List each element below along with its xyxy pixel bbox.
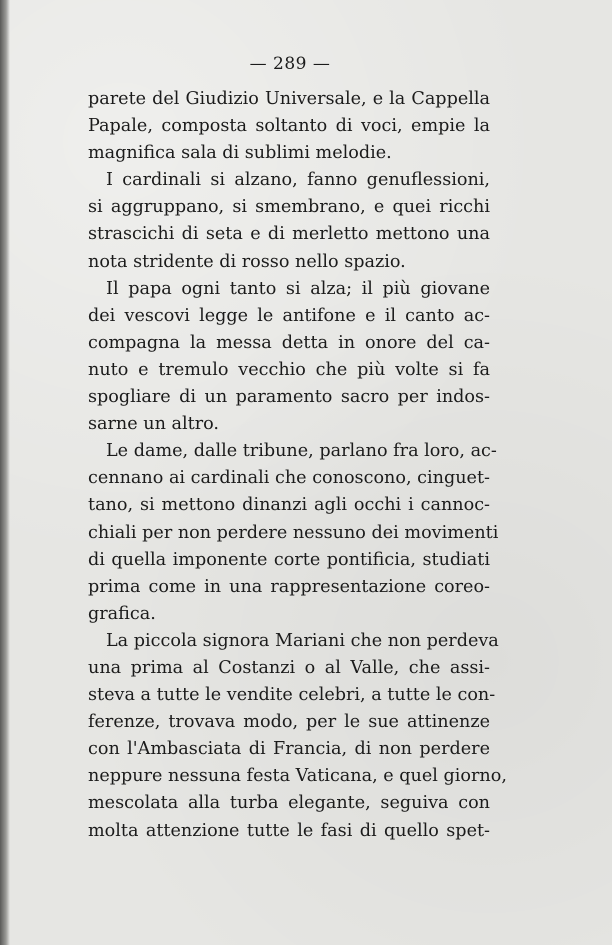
text-line: Le dame, dalle tribune, parlano fra loro, ac- bbox=[106, 441, 497, 462]
text-line: dei vescovi legge le antifone e il canto ac- bbox=[88, 305, 490, 326]
text-line: mescolata alla turba elegante, seguiva con bbox=[88, 793, 490, 814]
text-line: neppure nessuna festa Vaticana, e quel giorno, bbox=[88, 766, 507, 787]
text-line: di quella imponente corte pontificia, studiati bbox=[88, 549, 490, 570]
page-number: — 289 — bbox=[249, 54, 331, 74]
text-line: spogliare di un paramento sacro per indos- bbox=[88, 387, 490, 408]
text-line: chiali per non perdere nessuno dei movimenti bbox=[88, 522, 499, 543]
text-line: molta attenzione tutte le fasi di quello spet- bbox=[88, 820, 490, 841]
text-line: strascichi di seta e di merletto mettono una bbox=[88, 224, 490, 245]
body-text bbox=[88, 86, 507, 845]
text-line: nuto e tremulo vecchio che più volte si fa bbox=[88, 359, 490, 380]
text-line: I cardinali si alzano, fanno genuflessioni, bbox=[106, 170, 490, 191]
text-line: parete del Giudizio Universale, e la Cappella bbox=[88, 89, 490, 109]
text-line: una prima al Costanzi o al Valle, che assi- bbox=[88, 657, 490, 678]
text-line: Il papa ogni tanto si alza; il più giovane bbox=[106, 278, 490, 299]
text-line: si aggruppano, si smembrano, e quei ricchi bbox=[88, 197, 490, 218]
text-line: magnifica sala di sublimi melodie. bbox=[88, 143, 392, 164]
text-line: La piccola signora Mariani che non perdeva bbox=[106, 630, 499, 651]
text-line: con l'Ambasciata di Francia, di non perdere bbox=[88, 739, 490, 760]
text-line: Papale, composta soltanto di voci, empie la bbox=[88, 116, 490, 137]
text-line: cennano ai cardinali che conoscono, cinguet- bbox=[88, 468, 490, 489]
text-line: steva a tutte le vendite celebri, a tutte le con- bbox=[88, 685, 496, 706]
text-line: ferenze, trovava modo, per le sue attinenze bbox=[88, 712, 490, 733]
text-line: compagna la messa detta in onore del ca- bbox=[88, 332, 490, 353]
book-spine-edge bbox=[0, 0, 10, 945]
text-line: prima come in una rappresentazione coreo- bbox=[88, 576, 490, 597]
text-line: sarne un altro. bbox=[88, 414, 219, 435]
text-line: nota stridente di rosso nello spazio. bbox=[88, 251, 406, 272]
text-line: grafica. bbox=[88, 603, 156, 624]
text-line: tano, si mettono dinanzi agli occhi i cannoc- bbox=[88, 495, 490, 516]
